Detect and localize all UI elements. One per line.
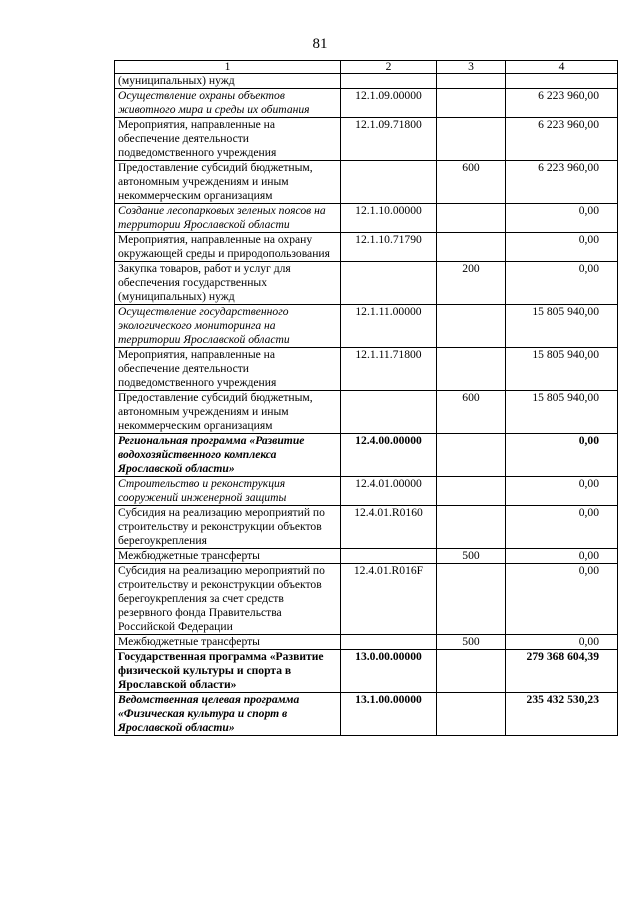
row-expense-type-cell <box>437 693 506 736</box>
row-expense-type-cell <box>437 118 506 161</box>
row-expense-type-cell <box>437 74 506 89</box>
row-expense-type-cell: 600 <box>437 161 506 204</box>
row-expense-type-cell <box>437 434 506 477</box>
table-row <box>115 635 618 650</box>
row-code-cell: 12.4.00.00000 <box>341 434 437 477</box>
row-name-cell: (муниципальных) нужд <box>115 74 341 89</box>
table-row <box>115 506 618 549</box>
row-name-cell: Мероприятия, направленные на охрану окружающей среды и природопользования <box>115 233 341 262</box>
row-amount-cell <box>506 74 618 89</box>
row-code-cell <box>341 262 437 305</box>
row-code-cell: 13.0.00.00000 <box>341 650 437 693</box>
row-amount-cell: 15 805 940,00 <box>506 391 618 434</box>
row-name-cell: Мероприятия, направленные на обеспечение деятельности подведомственного учреждения <box>115 348 341 391</box>
row-expense-type-cell <box>437 89 506 118</box>
row-code-cell <box>341 391 437 434</box>
header-col-2: 2 <box>341 61 437 74</box>
row-expense-type-cell <box>437 506 506 549</box>
header-col-4: 4 <box>506 61 618 74</box>
row-code-cell: 12.1.11.00000 <box>341 305 437 348</box>
table-row <box>115 650 618 693</box>
table-row <box>115 262 618 305</box>
row-amount-cell: 0,00 <box>506 262 618 305</box>
row-expense-type-cell <box>437 305 506 348</box>
row-expense-type-cell: 200 <box>437 262 506 305</box>
row-name-cell: Осуществление государственного экологического мониторинга на территории Ярославской области <box>115 305 341 348</box>
row-expense-type-cell <box>437 564 506 635</box>
header-col-1: 1 <box>115 61 341 74</box>
row-name-cell: Межбюджетные трансферты <box>115 635 341 650</box>
row-amount-cell: 235 432 530,23 <box>506 693 618 736</box>
table-row <box>115 118 618 161</box>
row-amount-cell: 6 223 960,00 <box>506 161 618 204</box>
page-number: 81 <box>312 36 328 52</box>
row-code-cell <box>341 161 437 204</box>
row-name-cell: Закупка товаров, работ и услуг для обеспечения государственных (муниципальных) нужд <box>115 262 341 305</box>
row-amount-cell: 0,00 <box>506 233 618 262</box>
row-code-cell <box>341 635 437 650</box>
row-expense-type-cell <box>437 233 506 262</box>
row-amount-cell: 279 368 604,39 <box>506 650 618 693</box>
table-row <box>115 89 618 118</box>
row-expense-type-cell <box>437 650 506 693</box>
row-name-cell: Межбюджетные трансферты <box>115 549 341 564</box>
row-name-cell: Строительство и реконструкция сооружений инженерной защиты <box>115 477 341 506</box>
row-amount-cell: 15 805 940,00 <box>506 348 618 391</box>
table-row <box>115 348 618 391</box>
row-expense-type-cell <box>437 477 506 506</box>
budget-table <box>114 60 618 736</box>
row-code-cell: 12.4.01.00000 <box>341 477 437 506</box>
row-expense-type-cell <box>437 204 506 233</box>
row-name-cell: Предоставление субсидий бюджетным, автономным учреждениям и иным некоммерческим организациям <box>115 391 341 434</box>
table-body <box>115 74 618 736</box>
row-code-cell: 12.4.01.R016F <box>341 564 437 635</box>
row-code-cell <box>341 549 437 564</box>
table-row <box>115 693 618 736</box>
row-name-cell: Создание лесопарковых зеленых поясов на территории Ярославской области <box>115 204 341 233</box>
table-row <box>115 434 618 477</box>
row-amount-cell: 6 223 960,00 <box>506 89 618 118</box>
table-row <box>115 233 618 262</box>
table-row <box>115 477 618 506</box>
table-row <box>115 204 618 233</box>
row-amount-cell: 6 223 960,00 <box>506 118 618 161</box>
row-amount-cell: 0,00 <box>506 549 618 564</box>
row-name-cell: Мероприятия, направленные на обеспечение деятельности подведомственного учреждения <box>115 118 341 161</box>
header-col-3: 3 <box>437 61 506 74</box>
row-amount-cell: 0,00 <box>506 434 618 477</box>
table-row <box>115 305 618 348</box>
row-name-cell: Государственная программа «Развитие физической культуры и спорта в Ярославской области» <box>115 650 341 693</box>
row-code-cell: 13.1.00.00000 <box>341 693 437 736</box>
row-name-cell: Субсидия на реализацию мероприятий по строительству и реконструкции объектов берегоукрепления за счет средств резервного фонда Правительства Российской Федерации <box>115 564 341 635</box>
row-amount-cell: 0,00 <box>506 506 618 549</box>
table-row <box>115 564 618 635</box>
header-row <box>115 61 618 74</box>
row-expense-type-cell: 500 <box>437 549 506 564</box>
row-amount-cell: 0,00 <box>506 635 618 650</box>
row-code-cell: 12.1.09.00000 <box>341 89 437 118</box>
row-name-cell: Предоставление субсидий бюджетным, автономным учреждениям и иным некоммерческим организациям <box>115 161 341 204</box>
row-name-cell: Региональная программа «Развитие водохозяйственного комплекса Ярославской области» <box>115 434 341 477</box>
row-amount-cell: 0,00 <box>506 564 618 635</box>
row-expense-type-cell: 500 <box>437 635 506 650</box>
table-row <box>115 74 618 89</box>
row-name-cell: Субсидия на реализацию мероприятий по строительству и реконструкции объектов берегоукрепления <box>115 506 341 549</box>
row-code-cell: 12.4.01.R0160 <box>341 506 437 549</box>
row-name-cell: Осуществление охраны объектов животного мира и среды их обитания <box>115 89 341 118</box>
row-code-cell: 12.1.10.00000 <box>341 204 437 233</box>
row-amount-cell: 0,00 <box>506 477 618 506</box>
table-row <box>115 391 618 434</box>
table-row <box>115 161 618 204</box>
row-expense-type-cell: 600 <box>437 391 506 434</box>
row-amount-cell: 0,00 <box>506 204 618 233</box>
row-code-cell <box>341 74 437 89</box>
row-name-cell: Ведомственная целевая программа «Физическая культура и спорт в Ярославской области» <box>115 693 341 736</box>
row-amount-cell: 15 805 940,00 <box>506 305 618 348</box>
table-row <box>115 549 618 564</box>
row-code-cell: 12.1.11.71800 <box>341 348 437 391</box>
row-expense-type-cell <box>437 348 506 391</box>
row-code-cell: 12.1.09.71800 <box>341 118 437 161</box>
row-code-cell: 12.1.10.71790 <box>341 233 437 262</box>
